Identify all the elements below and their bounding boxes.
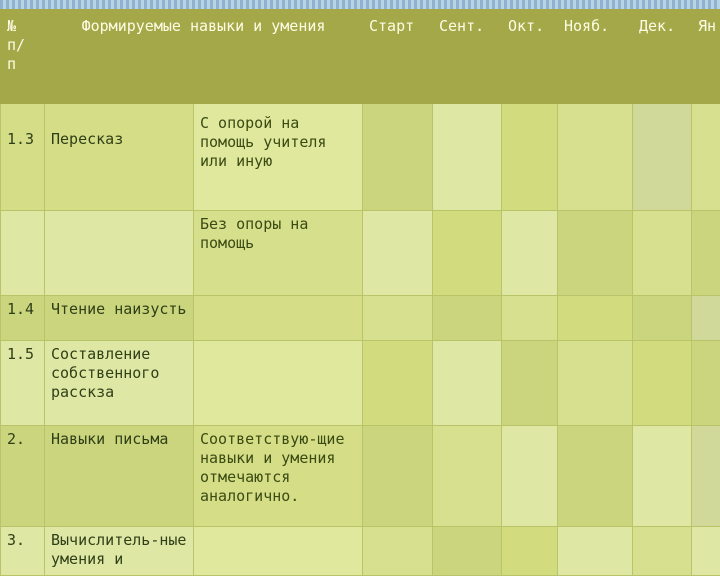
mark-cell[interactable] bbox=[633, 211, 692, 296]
mark-cell[interactable] bbox=[633, 527, 692, 576]
header-month-jan: Ян bbox=[692, 10, 720, 104]
row-number: 1.3 bbox=[1, 104, 45, 211]
mark-cell[interactable] bbox=[692, 104, 720, 211]
mark-cell[interactable] bbox=[558, 341, 633, 426]
mark-cell[interactable] bbox=[502, 426, 558, 527]
row-note bbox=[194, 527, 363, 576]
mark-cell[interactable] bbox=[502, 104, 558, 211]
row-note: Без опоры на помощь bbox=[194, 211, 363, 296]
mark-cell[interactable] bbox=[502, 296, 558, 341]
row-number: 3. bbox=[1, 527, 45, 576]
row-skill: Составление собственного расскза bbox=[45, 341, 194, 426]
mark-cell[interactable] bbox=[502, 211, 558, 296]
mark-cell[interactable] bbox=[433, 211, 502, 296]
row-skill: Навыки письма bbox=[45, 426, 194, 527]
mark-cell[interactable] bbox=[502, 527, 558, 576]
table-header-row bbox=[1, 10, 720, 104]
mark-cell[interactable] bbox=[433, 426, 502, 527]
row-note bbox=[194, 341, 363, 426]
row-note bbox=[194, 296, 363, 341]
mark-cell[interactable] bbox=[692, 527, 720, 576]
header-month-sep: Сент. bbox=[433, 10, 502, 104]
mark-cell[interactable] bbox=[363, 426, 433, 527]
mark-cell[interactable] bbox=[692, 296, 720, 341]
table-row bbox=[1, 527, 720, 576]
table-row bbox=[1, 296, 720, 341]
row-number: 1.5 bbox=[1, 341, 45, 426]
mark-cell[interactable] bbox=[502, 341, 558, 426]
header-month-start: Старт bbox=[363, 10, 433, 104]
row-number: 1.4 bbox=[1, 296, 45, 341]
mark-cell[interactable] bbox=[558, 296, 633, 341]
mark-cell[interactable] bbox=[363, 104, 433, 211]
mark-cell[interactable] bbox=[433, 296, 502, 341]
row-skill bbox=[45, 211, 194, 296]
header-number: № п/ п bbox=[1, 10, 45, 104]
mark-cell[interactable] bbox=[692, 426, 720, 527]
mark-cell[interactable] bbox=[558, 104, 633, 211]
table-row bbox=[1, 341, 720, 426]
mark-cell[interactable] bbox=[633, 341, 692, 426]
mark-cell[interactable] bbox=[433, 527, 502, 576]
header-skills: Формируемые навыки и умения bbox=[45, 10, 363, 104]
mark-cell[interactable] bbox=[633, 104, 692, 211]
skills-table bbox=[0, 9, 720, 576]
mark-cell[interactable] bbox=[558, 211, 633, 296]
row-note: С опорой на помощь учителя или иную bbox=[194, 104, 363, 211]
mark-cell[interactable] bbox=[558, 527, 633, 576]
header-month-nov: Нояб. bbox=[558, 10, 633, 104]
mark-cell[interactable] bbox=[363, 527, 433, 576]
row-skill: Вычислитель-ные умения и bbox=[45, 527, 194, 576]
mark-cell[interactable] bbox=[692, 211, 720, 296]
mark-cell[interactable] bbox=[363, 341, 433, 426]
table-row bbox=[1, 426, 720, 527]
row-number: 2. bbox=[1, 426, 45, 527]
mark-cell[interactable] bbox=[692, 341, 720, 426]
header-month-oct: Окт. bbox=[502, 10, 558, 104]
mark-cell[interactable] bbox=[433, 341, 502, 426]
mark-cell[interactable] bbox=[363, 211, 433, 296]
mark-cell[interactable] bbox=[363, 296, 433, 341]
top-decorative-stripe bbox=[0, 0, 720, 9]
row-number bbox=[1, 211, 45, 296]
mark-cell[interactable] bbox=[433, 104, 502, 211]
table-row bbox=[1, 211, 720, 296]
mark-cell[interactable] bbox=[633, 426, 692, 527]
row-skill: Пересказ bbox=[45, 104, 194, 211]
header-month-dec: Дек. bbox=[633, 10, 692, 104]
mark-cell[interactable] bbox=[633, 296, 692, 341]
row-note: Соответствую-щие навыки и умения отмечаются аналогично. bbox=[194, 426, 363, 527]
row-skill: Чтение наизусть bbox=[45, 296, 194, 341]
mark-cell[interactable] bbox=[558, 426, 633, 527]
table-row bbox=[1, 104, 720, 211]
